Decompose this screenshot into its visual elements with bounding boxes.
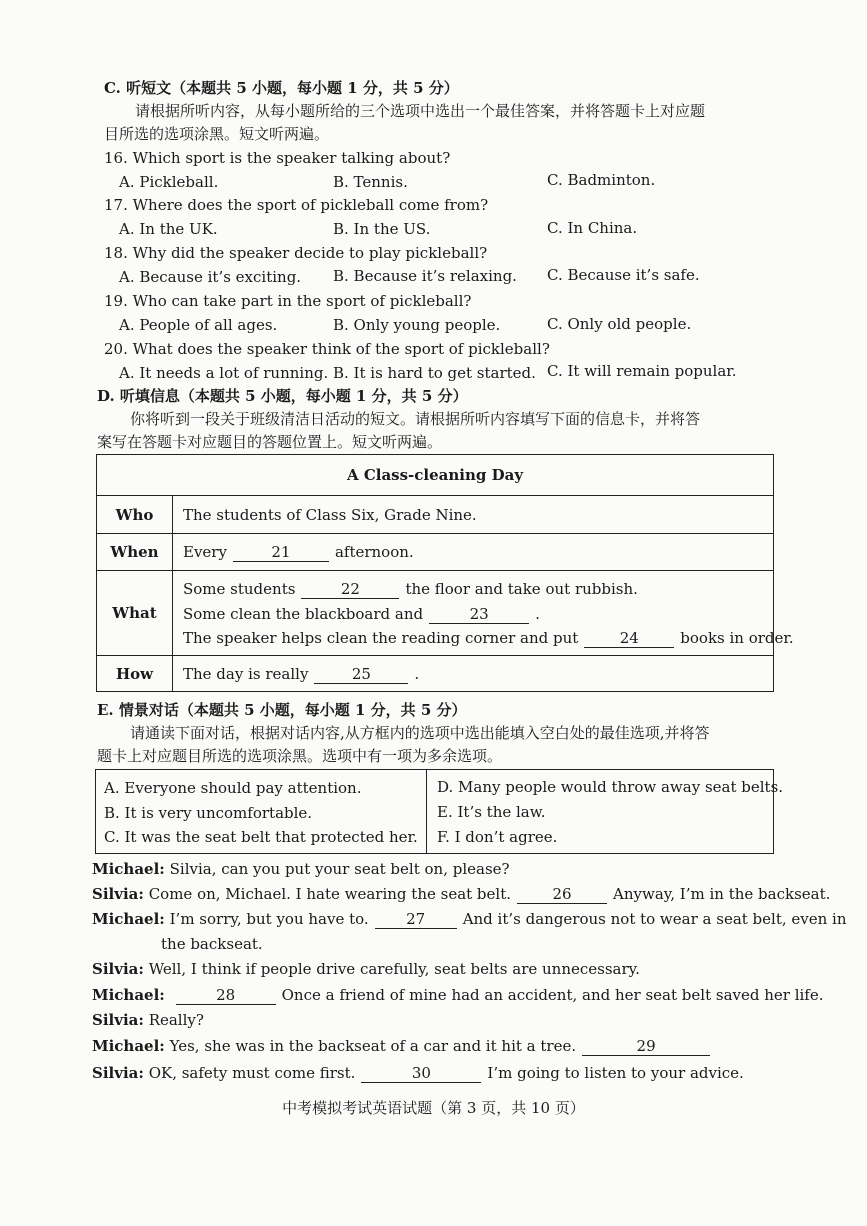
question-16-option-c: C. Badminton. — [547, 171, 656, 189]
section-d-instruction: 你将听到一段关于班级清洁日活动的短文。请根据所听内容填写下面的信息卡，并将答 — [130, 410, 701, 428]
answer-blank-27: 27 — [375, 910, 457, 929]
section-e-heading: E. 情景对话（本题共 5 小题，每小题 1 分，共 5 分） — [97, 701, 467, 719]
question-16-option-b: B. Tennis. — [333, 173, 408, 191]
text-segment: The day is really — [183, 665, 309, 683]
answer-blank-22: 22 — [301, 580, 399, 599]
speaker-name: Silvia: — [92, 1064, 144, 1082]
dialogue-line — [92, 1010, 204, 1030]
answer-blank-25: 25 — [314, 665, 408, 684]
question-19-option-a: A. People of all ages. — [119, 316, 278, 334]
text-segment: books in order. — [680, 629, 794, 647]
dialogue-text: Well, I think if people drive carefully, seat belts are unnecessary. — [148, 960, 640, 978]
dialogue-line — [92, 959, 640, 979]
dialogue-line — [92, 859, 510, 879]
dialogue-text: Yes, she was in the backseat of a car and it hit a tree. — [169, 1037, 577, 1055]
speaker-name: Silvia: — [92, 885, 144, 903]
question-18-option-c: C. Because it’s safe. — [547, 266, 700, 284]
section-c-instruction: 请根据所听内容，从每小题所给的三个选项中选出一个最佳答案，并将答题卡上对应题 — [135, 102, 706, 120]
dialogue-text: OK, safety must come first. — [148, 1064, 356, 1082]
dialogue-line — [92, 884, 830, 904]
question-20-stem: 20. What does the speaker think of the sport of pickleball? — [104, 340, 550, 358]
options-box — [95, 769, 784, 854]
dialogue-text: And it’s dangerous not to wear a seat belt, even in — [462, 910, 847, 928]
text-segment: the floor and take out rubbish. — [405, 580, 638, 598]
section-e-instruction: 请通读下面对话，根据对话内容,从方框内的选项中选出能填入空白处的最佳选项,并将答 — [130, 724, 710, 742]
answer-blank-26: 26 — [517, 885, 607, 904]
dialogue-text: Silvia, can you put your seat belt on, please? — [169, 860, 510, 878]
question-20-option-c: C. It will remain popular. — [547, 362, 737, 380]
page-footer: 中考模拟考试英语试题（第 3 页，共 10 页） — [282, 1099, 585, 1117]
dialogue-text: Once a friend of mine had an accident, and her seat belt saved her life. — [281, 986, 824, 1004]
question-19-stem: 19. Who can take part in the sport of pickleball? — [104, 292, 472, 310]
dialogue-line — [92, 1063, 744, 1083]
row-content — [183, 662, 419, 686]
speaker-name: Michael: — [92, 860, 165, 878]
options-divider — [426, 770, 427, 853]
answer-blank-28: 28 — [176, 986, 276, 1005]
answer-blank-30: 30 — [361, 1064, 481, 1083]
question-20-option-a: A. It needs a lot of running. — [119, 364, 329, 382]
option-c: C. It was the seat belt that protected her. — [104, 828, 418, 846]
option-a: A. Everyone should pay attention. — [104, 779, 362, 797]
question-16-stem: 16. Which sport is the speaker talking about? — [104, 149, 451, 167]
question-17-option-a: A. In the UK. — [119, 220, 218, 238]
question-18-stem: 18. Why did the speaker decide to play pickleball? — [104, 244, 488, 262]
answer-blank-23: 23 — [429, 605, 529, 624]
answer-blank-24: 24 — [584, 629, 674, 648]
row-content — [183, 540, 414, 564]
section-e-instruction: 题卡上对应题目所选的选项涂黑。选项中有一项为多余选项。 — [97, 747, 503, 765]
option-d: D. Many people would throw away seat belts. — [437, 778, 784, 796]
row-content — [183, 602, 540, 626]
speaker-name: Michael: — [92, 1037, 165, 1055]
info-row-what — [97, 571, 794, 656]
answer-blank-29: 29 — [582, 1037, 710, 1056]
info-card-table — [96, 454, 794, 692]
dialogue-text: Really? — [148, 1011, 204, 1029]
question-19-option-b: B. Only young people. — [333, 316, 501, 334]
option-b: B. It is very uncomfortable. — [104, 804, 313, 822]
row-label: What — [97, 571, 173, 655]
text-segment: Every — [183, 543, 227, 561]
row-label: How — [97, 656, 173, 692]
row-content: The students of Class Six, Grade Nine. — [183, 506, 477, 524]
dialogue-text: Anyway, I’m in the backseat. — [613, 885, 831, 903]
question-16-option-a: A. Pickleball. — [119, 173, 219, 191]
info-row-how — [97, 656, 773, 692]
dialogue-line — [92, 909, 847, 929]
question-20-option-b: B. It is hard to get started. — [333, 364, 536, 382]
text-segment: afternoon. — [334, 543, 414, 561]
question-19-option-c: C. Only old people. — [547, 315, 692, 333]
text-segment: . — [535, 605, 540, 623]
option-f: F. I don’t agree. — [437, 828, 558, 846]
section-d-heading: D. 听填信息（本题共 5 小题，每小题 1 分，共 5 分） — [97, 387, 468, 405]
speaker-name: Michael: — [92, 986, 165, 1004]
speaker-name: Silvia: — [92, 960, 144, 978]
row-label: When — [97, 534, 173, 570]
dialogue-text: I’m sorry, but you have to. — [169, 910, 369, 928]
question-17-option-b: B. In the US. — [333, 220, 431, 238]
row-content — [183, 577, 638, 601]
text-segment: Some students — [183, 580, 296, 598]
dialogue-line — [92, 985, 824, 1005]
speaker-name: Michael: — [92, 910, 165, 928]
section-c-heading: C. 听短文（本题共 5 小题，每小题 1 分，共 5 分） — [104, 79, 459, 97]
section-c-instruction: 目所选的选项涂黑。短文听两遍。 — [104, 125, 330, 143]
text-segment: The speaker helps clean the reading corner and put — [183, 629, 579, 647]
speaker-name: Silvia: — [92, 1011, 144, 1029]
answer-blank-21: 21 — [233, 543, 329, 562]
dialogue-continuation: the backseat. — [161, 935, 263, 953]
info-card-title: A Class-cleaning Day — [97, 455, 773, 496]
row-content — [183, 626, 794, 650]
dialogue-text: Come on, Michael. I hate wearing the seat belt. — [148, 885, 512, 903]
row-label: Who — [97, 496, 173, 533]
dialogue-line — [92, 1036, 716, 1056]
info-row-who — [97, 496, 773, 534]
dialogue-text: I’m going to listen to your advice. — [487, 1064, 744, 1082]
question-17-stem: 17. Where does the sport of pickleball come from? — [104, 196, 489, 214]
option-e: E. It’s the law. — [437, 803, 546, 821]
text-segment: Some clean the blackboard and — [183, 605, 424, 623]
section-d-instruction: 案写在答题卡对应题目的答题位置上。短文听两遍。 — [97, 433, 443, 451]
question-18-option-b: B. Because it’s relaxing. — [333, 267, 517, 285]
question-18-option-a: A. Because it’s exciting. — [119, 268, 302, 286]
text-segment: . — [414, 665, 420, 683]
info-row-when — [97, 534, 773, 571]
question-17-option-c: C. In China. — [547, 219, 638, 237]
